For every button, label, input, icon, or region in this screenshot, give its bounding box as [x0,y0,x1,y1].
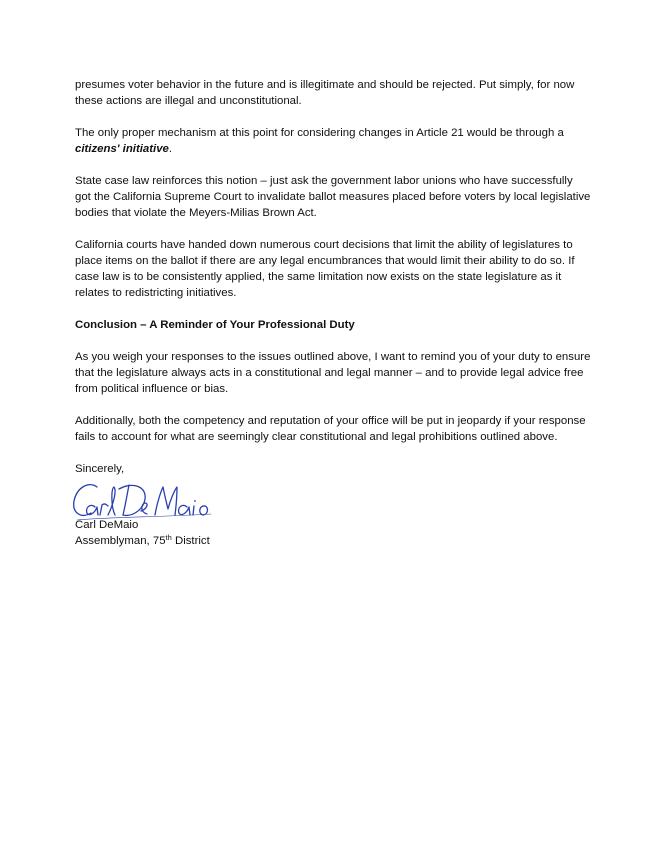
paragraph-proper-mechanism [75,125,591,157]
paragraph-text-end: . [168,143,173,155]
paragraph-professional-duty: As you weigh your responses to the issues outlined above, I want to remind you of your duty to ensure that the legislature always acts in a constitutional and legal manner – and to provide legal advice free from political influence or bias. [75,351,591,395]
paragraph-text: The only proper mechanism at this point for considering changes in Article 21 would be through a [75,127,564,139]
signer-title [75,533,591,549]
closing-salutation: Sincerely, [75,463,125,475]
paragraph-state-case-law: State case law reinforces this notion – just ask the government labor unions who have successfully got the California Supreme Court to invalidate ballot measures placed before voters by local legislative bodies that violate the Meyers-Milias Brown Act. [75,175,591,219]
paragraph-voter-behavior: presumes voter behavior in the future and is illegitimate and should be rejected. Put simply, for now these actions are illegal and unconstitutional. [75,79,575,107]
ordinal-suffix: th [165,533,172,542]
section-heading-conclusion: Conclusion – A Reminder of Your Professional Duty [75,319,355,331]
paragraph-california-courts: California courts have handed down numerous court decisions that limit the ability of legislatures to place items on the ballot if there are any legal encumbrances that would limit their ability to do so. If case law is to be consistently applied, the same limitation now exists on the state legislature as it relates to redistricting initiatives. [75,239,575,299]
signer-title-text: Assemblyman, 75 [75,535,166,547]
signer-title-district: District [171,535,210,547]
paragraph-competency-reputation: Additionally, both the competency and reputation of your office will be put in jeopardy if your response fails to account for what are seemingly clear constitutional and legal prohibitions outlined above. [75,415,586,443]
emphasis-citizens-initiative: citizens' initiative [75,143,169,155]
letter-body [75,77,591,549]
signer-name: Carl DeMaio [75,519,139,531]
